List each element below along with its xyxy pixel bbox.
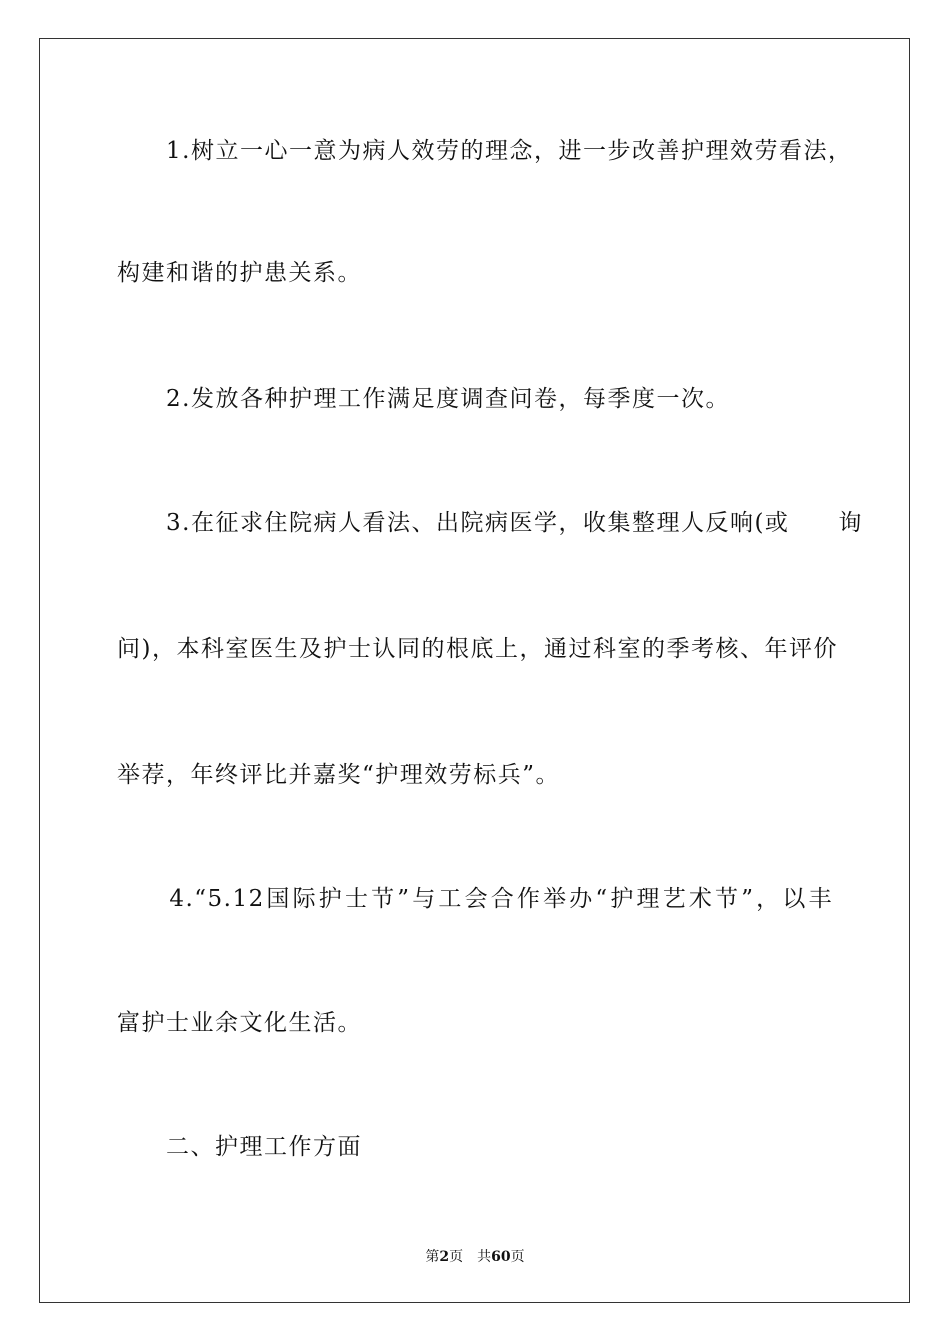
paragraph-line-2: 构建和谐的护患关系。 <box>117 260 362 286</box>
paragraph-line-3: 2.发放各种护理工作满足度调查问卷，每季度一次。 <box>117 386 730 412</box>
footer-total-pages: 60 <box>491 1249 511 1265</box>
paragraph-line-4: 3.在征求住院病人看法、出院病医学，收集整理人反响(或 询 <box>117 510 863 536</box>
paragraph-line-5: 问)，本科室医生及护士认同的根底上，通过科室的季考核、年评价 <box>117 636 838 662</box>
footer-mid: 页 共 <box>449 1249 492 1265</box>
paragraph-line-8: 富护士业余文化生活。 <box>117 1010 362 1036</box>
footer-prefix: 第 <box>425 1249 440 1265</box>
paragraph-line-6: 举荐，年终评比并嘉奖“护理效劳标兵”。 <box>117 762 561 788</box>
paragraph-line-1: 1.树立一心一意为病人效劳的理念，进一步改善护理效劳看法， <box>117 138 853 164</box>
page-footer <box>0 1246 950 1266</box>
section-heading: 二、护理工作方面 <box>117 1134 362 1160</box>
footer-suffix: 页 <box>510 1249 525 1265</box>
footer-page-number: 2 <box>439 1249 450 1265</box>
paragraph-line-7: 4.“5.12国际护士节”与工会合作举办“护理艺术节”，以丰 <box>117 886 833 912</box>
page-border <box>39 38 910 1303</box>
